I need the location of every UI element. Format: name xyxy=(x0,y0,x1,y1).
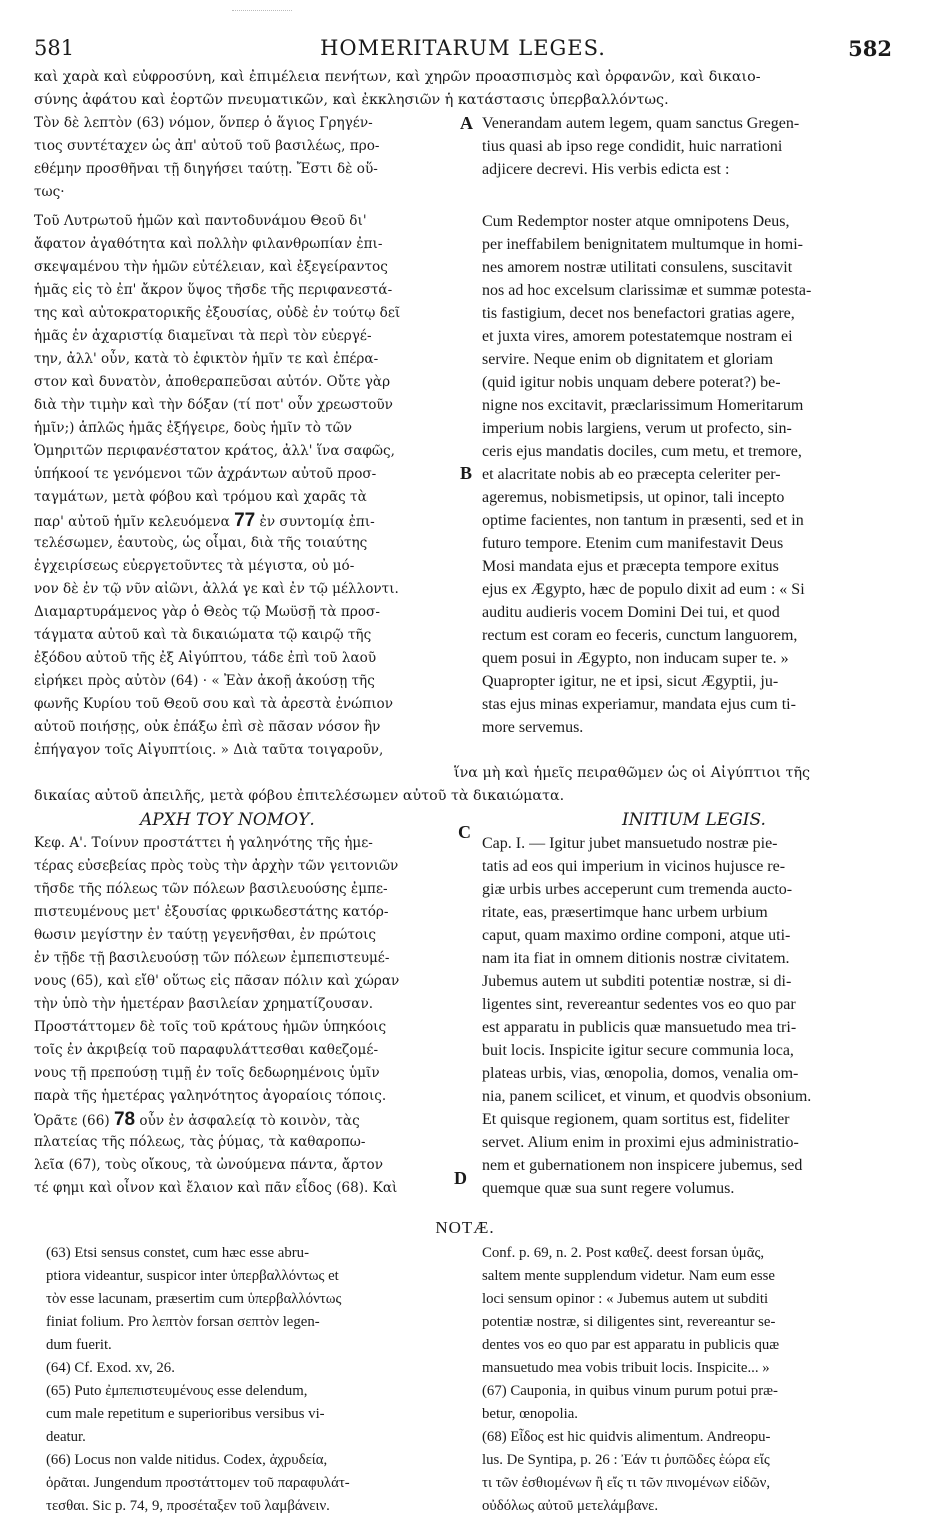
text-line: (65) Puto ἐμπεπιστευμένους esse delendum, xyxy=(46,1383,308,1399)
column-number: 77 xyxy=(234,510,256,531)
text-line: αὐτοῦ ποιήσῃς, οὐκ ἐπάξω ἐπὶ σὲ πᾶσαν νόσον ἣν xyxy=(34,719,381,735)
text-line: est apparatu in publicis quæ mansuetudo mea tri- xyxy=(482,1019,797,1036)
text-line: τι τῶν ἐσθιομένων ἢ εἴς τι τῶν πινομένων εἰδῶν, xyxy=(482,1475,771,1491)
page-number-right: 582 xyxy=(848,36,892,61)
latin-column-block-1 xyxy=(482,112,894,181)
text-line: (63) Etsi sensus constet, cum hæc esse abru- xyxy=(46,1245,309,1261)
greek-column-block-3 xyxy=(34,832,454,1200)
text-line: tius quasi ab ipso rege condidit, huic narrationi xyxy=(482,138,783,155)
text-line: λεῖα (67), τοὺς οἴκους, τὰ ὠνούμενα πάντα, ἄρτον xyxy=(34,1157,383,1173)
text-line: cum male repetitum e superioribus versibus vi- xyxy=(46,1406,325,1422)
text-line: Διαμαρτυράμενος γὰρ ὁ Θεὸς τῷ Μωϋσῇ τὰ προσ- xyxy=(34,604,380,620)
text-line: Cum Redemptor noster atque omnipotens Deus, xyxy=(482,213,790,230)
text-line: buit locis. Inspicite igitur secure communia loca, xyxy=(482,1042,794,1059)
text-line: lus. De Syntipa, p. 26 : Ἐάν τι ῥυπῶδες ἑώρα εἴς xyxy=(482,1452,770,1468)
text-line: finiat folium. Pro λεπτὸν forsan σεπτὸν legen- xyxy=(46,1314,320,1330)
text-line: nia, panem scilicet, et vinum, et quodvis obsonium. xyxy=(482,1088,812,1105)
greek-section-heading: ΑΡΧΗ ΤΟΥ ΝΟΜΟΥ. xyxy=(140,810,315,830)
text-line: nos ad hoc excelsum clarissimæ et summæ potesta- xyxy=(482,282,812,299)
text-line: Τὸν δὲ λεπτὸν (63) νόμον, ὅνπερ ὁ ἅγιος Γρηγέν- xyxy=(34,115,373,131)
text-line: Ὁρᾶτε (66) 78 οὖν ἐν ἀσφαλείᾳ τὸ κοινὸν, τὰς xyxy=(34,1109,360,1130)
text-line: ceris ejus mandatis dociles, cum metu, et tremore, xyxy=(482,443,802,460)
text-line: ἐπήγαγον τοῖς Αἰγυπτίοις. » Διὰ ταῦτα τοιγαροῦν, xyxy=(34,742,384,758)
section-marker-c: C xyxy=(458,822,471,842)
text-line: ἡμῖν;) ἁπλῶς ἡμᾶς ἐξήγειρε, δοὺς ἡμῖν τὸ τῶν xyxy=(34,420,353,436)
text-line: στον καὶ δυνατὸν, ἀποθεραπεῦσαι αὐτόν. Οὔτε γὰρ xyxy=(34,374,391,390)
text-line: ἐξόδου αὐτοῦ τῆς ἐξ Αἰγύπτου, τάδε ἐπὶ τοῦ λαοῦ xyxy=(34,650,377,666)
text-line: ptiora videantur, suspicor inter ὑπερβαλλόντως et xyxy=(46,1268,339,1284)
text-line: optime facientes, non tantum in præsenti, sed et in xyxy=(482,512,804,529)
notes-right-column xyxy=(482,1243,894,1519)
text-line: (67) Cauponia, in quibus vinum purum potui præ- xyxy=(482,1383,778,1399)
page-number-left: 581 xyxy=(34,36,75,60)
text-line: Κεφ. Α'. Τοίνυν προστάττει ἡ γαληνότης τῆς ἡμε- xyxy=(34,835,373,851)
text-line: σκεψαμένου τὴν ἡμῶν εὐτέλειαν, καὶ ἐξεγείραντος xyxy=(34,259,388,275)
text-line: nem et gubernationem non inspicere jubemus, sed xyxy=(482,1157,803,1174)
text-line: πιστευμένους μετ' ἐξουσίας φρικωδεστάτης κατόρ- xyxy=(34,904,389,920)
text-line: νους τῇ πρεπούσῃ τιμῇ ἐν τοῖς δεδωρημένοις ὑμῖν xyxy=(34,1065,380,1081)
text-line: νους (65), καὶ εἴθ' οὕτως εἰς πᾶσαν πόλιν καὶ χώραν xyxy=(34,973,400,989)
text-line: Jubemus autem ut subditi potentiæ nostræ, si di- xyxy=(482,973,792,990)
text-line: τάγματα αὐτοῦ καὶ τὰ δικαιώματα τῷ καιρῷ τῆς xyxy=(34,627,372,643)
greek-column-block-2 xyxy=(34,210,454,762)
text-line: διὰ τὴν τιμὴν καὶ τὴν δόξαν (τί ποτ' οὖν χρεωστοῦν xyxy=(34,397,393,413)
text-line: caput, quam maximo ordine componi, atque uti- xyxy=(482,927,791,944)
text-line: τὴν ὑπὸ τὴν ἡμετέραν βασιλείαν χρηματίζουσαν. xyxy=(34,996,374,1012)
text-line: της καὶ αὐτοκρατορικῆς ἐξουσίας, οὐδὲ ἐν τούτῳ δεῖ xyxy=(34,305,401,321)
text-line: et alacritate nobis ab eo præcepta celeriter per- xyxy=(482,466,781,483)
text-line: ritate, eas, præsertimque hanc urbem urbium xyxy=(482,904,768,921)
text-line: την, ἀλλ' οὖν, κατὰ τὸ ἐφικτὸν ἡμῖν τε καὶ ἐπέρα- xyxy=(34,351,379,367)
text-line: (quid igitur nobis unquam debere poterat?) be- xyxy=(482,374,781,391)
bridge-greek-line-2 xyxy=(34,785,894,808)
text-line: saltem mente supplendum videtur. Nam eum esse xyxy=(482,1268,775,1284)
text-line: nam ita fiat in omnem ditionis nostræ civitatem. xyxy=(482,950,790,967)
text-line: παρὰ τῆς ἡμετέρας γαληνότητος ἀγοραίοις τόποις. xyxy=(34,1088,387,1104)
text-line: Et quisque regionem, quam sortitus est, fideliter xyxy=(482,1111,790,1128)
text-line: loci sensum opinor : « Jubemus autem ut subditi xyxy=(482,1291,769,1307)
text-line: παρ' αὐτοῦ ἡμῖν κελευόμενα 77 ἐν συντομίᾳ ἐπι- xyxy=(34,510,375,531)
text-line: ἡμᾶς εἰς τὸ ἐπ' ἄκρον ὕψος τῆσδε τῆς περιφανεστά- xyxy=(34,282,393,298)
intro-greek-lines xyxy=(34,66,894,112)
text-line: ejus ex Ægypto, hæc de populo dixit ad eum : « Si xyxy=(482,581,805,598)
text-line: τέ φημι καὶ οἶνον καὶ ἔλαιον καὶ πᾶν εἶδος (68). Καὶ xyxy=(34,1180,398,1196)
text-line: servire. Neque enim ob dignitatem et gloriam xyxy=(482,351,774,368)
text-line: giæ urbis urbes acceperunt cum tremenda aucto- xyxy=(482,881,793,898)
notes-heading: NOTÆ. xyxy=(435,1218,495,1237)
text-line: τιος συντέταχεν ὡς ἀπ' αὐτοῦ τοῦ βασιλέως, προ- xyxy=(34,138,380,154)
running-header xyxy=(34,36,892,66)
text-line: Προστάττομεν δὲ τοῖς τοῦ κράτους ἡμῶν ὑπηκόοις xyxy=(34,1019,387,1035)
text-line: tis fastigium, decet nos benefactori gratias agere, xyxy=(482,305,795,322)
text-line: Venerandam autem legem, quam sanctus Gregen- xyxy=(482,115,800,132)
text-line: Τοῦ Λυτρωτοῦ ἡμῶν καὶ παντοδυνάμου Θεοῦ δι' xyxy=(34,213,367,229)
text-line: dum fuerit. xyxy=(46,1337,112,1353)
text-line: betur, œnopolia. xyxy=(482,1406,578,1422)
text-line: adjicere decrevi. His verbis edicta est : xyxy=(482,161,730,178)
text-line: ὁρᾶται. Jungendum προστάττομεν τοῦ παραφυλάτ- xyxy=(46,1475,350,1491)
text-line: nes amorem nostræ utilitati consulens, suscitavit xyxy=(482,259,793,276)
text-line: ἐν τῇδε τῇ βασιλευούσῃ τῶν πόλεων ἐμπεπιστευμέ- xyxy=(34,950,390,966)
text-line: servet. Alium enim in proximi ejus administratio- xyxy=(482,1134,799,1151)
text-line: τοῖς ἐν ἀκριβείᾳ τοῦ παραφυλάττεσθαι καθεζομέ- xyxy=(34,1042,379,1058)
text-line: futuro tempore. Etenim cum manifestavit Deus xyxy=(482,535,784,552)
text-line: quemque quæ sua sunt regere volumus. xyxy=(482,1180,735,1197)
text-line: (64) Cf. Exod. xv, 26. xyxy=(46,1360,175,1376)
column-number: 78 xyxy=(113,1109,136,1130)
text-line: τῆσδε τῆς πόλεως τῶν πόλεων βασιλευούσης ἐμπε- xyxy=(34,881,388,897)
notes-left-column xyxy=(46,1243,466,1519)
text-line: deatur. xyxy=(46,1429,86,1445)
text-line: δικαίας αὐτοῦ ἀπειλῆς, μετὰ φόβου ἐπιτελέσωμεν αὐτοῦ τὰ δικαιώματα. xyxy=(34,788,565,804)
text-line: tatis ad eos qui imperium in vicinos hujusce re- xyxy=(482,858,786,875)
text-line: ἡμᾶς ἐν ἀχαριστίᾳ διαμεῖναι τὰ περὶ τὸν εὐεργέ- xyxy=(34,328,372,344)
section-marker-a: A xyxy=(460,113,473,133)
running-title: HOMERITARUM LEGES. xyxy=(320,36,606,60)
text-line: et juxta vires, amorem potestatemque nostram ei xyxy=(482,328,793,345)
text-line: dentes vos eo quo par est apparatu in publicis quæ xyxy=(482,1337,780,1353)
latin-column-block-3 xyxy=(482,832,894,1200)
text-line: stas ejus minas experiamur, mandata ejus cum ti- xyxy=(482,696,796,713)
text-line: ὑπήκοοί τε γενόμενοι τῶν ἀχράντων αὐτοῦ προσ- xyxy=(34,466,377,482)
text-line: εθέμην προσθῆναι τῇ διηγήσει ταύτῃ. Ἔστι δὲ οὕ- xyxy=(34,161,378,177)
text-line: τελέσωμεν, ἑαυτοὺς, ὡς οἶμαι, διὰ τῆς τοιαύτης xyxy=(34,535,368,551)
text-line: θωσιν μεγίστην ἐν ταύτῃ γεγενῆσθαι, ἐν πρώτοις xyxy=(34,927,377,943)
text-line: τεσθαι. Sic p. 74, 9, προσέταξεν τοῦ λαμβάνειν. xyxy=(46,1498,330,1514)
text-line: Cap. I. — Igitur jubet mansuetudo nostræ pie- xyxy=(482,835,778,852)
text-line: auditu audieris vocem Domini Dei tui, et quod xyxy=(482,604,780,621)
text-line: καὶ χαρὰ καὶ εὐφροσύνη, καὶ ἐπιμέλεια πενήτων, καὶ χηρῶν προασπισμὸς καὶ ὀρφανῶν, καὶ δικαιο- xyxy=(34,69,761,85)
text-line: ἵνα μὴ καὶ ἡμεῖς πειραθῶμεν ὡς οἱ Αἰγύπτιοι τῆς xyxy=(454,765,811,781)
text-line: (68) Εἶδος est hic quidvis alimentum. Andreopu- xyxy=(482,1429,771,1445)
section-marker-d: D xyxy=(454,1168,467,1188)
text-line: φωνῆς Κυρίου τοῦ Θεοῦ σου καὶ τὰ ἀρεστὰ ἐνώπιον xyxy=(34,696,393,712)
text-line: νον δὲ ἐν τῷ νῦν αἰῶνι, ἀλλά γε καὶ ἐν τῷ μέλλοντι. xyxy=(34,581,399,597)
text-line: ταγμάτων, μετὰ φόβου καὶ τρόμου καὶ χαρᾶς τὰ xyxy=(34,489,367,505)
text-line: Quapropter igitur, ne et ipsi, sicut Ægyptii, ju- xyxy=(482,673,779,690)
text-line: imperium nobis largiens, verum ut profecto, sin- xyxy=(482,420,792,437)
text-line: more servemus. xyxy=(482,719,584,736)
latin-section-heading: INITIUM LEGIS. xyxy=(622,810,766,830)
text-line: εἰρήκει πρὸς αὐτὸν (64) · « Ἐὰν ἀκοῇ ἀκούσῃ τῆς xyxy=(34,673,375,689)
text-line: nigne nos excitavit, præclarissimum Homeritarum xyxy=(482,397,804,414)
text-line: per ineffabilem benignitatem multumque in homi- xyxy=(482,236,803,253)
bridge-greek-line-1 xyxy=(454,762,894,785)
text-line: Ὁμηριτῶν περιφανέστατον κράτος, ἀλλ' ἵνα σαφῶς, xyxy=(34,443,395,459)
text-line: ἄφατον ἀγαθότητα καὶ πολλὴν φιλανθρωπίαν ἐπι- xyxy=(34,236,383,252)
text-line: ἐγχειρίσεως εὐεργετοῦντες τὰ μέγιστα, οὐ μό- xyxy=(34,558,355,574)
text-line: τὸν esse lacunam, præsertim cum ὑπερβαλλόντως xyxy=(46,1291,342,1307)
text-line: πλατείας τῆς πόλεως, τὰς ῥύμας, τὰ καθαροπω- xyxy=(34,1134,366,1150)
text-line: τως· xyxy=(34,184,65,200)
text-line: (66) Locus non valde nitidus. Codex, ἀχρυδεία, xyxy=(46,1452,328,1468)
print-smudge xyxy=(232,10,292,17)
text-line: rectum est coram eo feceris, cunctum languorem, xyxy=(482,627,798,644)
text-line: Conf. p. 69, n. 2. Post καθεζ. deest forsan ὑμᾶς, xyxy=(482,1245,765,1261)
text-line: potentiæ nostræ, si diligentes sint, revereantur se- xyxy=(482,1314,776,1330)
text-line: mansuetudo mea vobis tribuit locis. Inspicite... » xyxy=(482,1360,770,1376)
latin-column-block-2 xyxy=(482,210,894,739)
text-line: σύνης ἀφάτου καὶ ἑορτῶν πνευματικῶν, καὶ ἐκκλησιῶν ἡ κατάστασις ὑπερβαλλόντως. xyxy=(34,92,669,108)
text-line: quem posui in Ægypto, non inducam super te. » xyxy=(482,650,789,667)
text-line: plateas urbis, vias, œnopolia, domos, venalia om- xyxy=(482,1065,799,1082)
section-marker-b: B xyxy=(460,463,473,483)
greek-column-block-1 xyxy=(34,112,454,204)
text-line: ageremus, nobismetipsis, ut opinor, tali incepto xyxy=(482,489,785,506)
text-line: ligentes sint, revereantur sedentes vos eo quo par xyxy=(482,996,796,1013)
text-line: Mosi mandata ejus et præcepta tempore exitus xyxy=(482,558,779,575)
text-line: τέρας εὐσεβείας πρὸς τοὺς τὴν ἀρχὴν τῶν γειτονιῶν xyxy=(34,858,399,874)
text-line: οὐδόλως αὐτοῦ μετελάμβανε. xyxy=(482,1498,659,1514)
